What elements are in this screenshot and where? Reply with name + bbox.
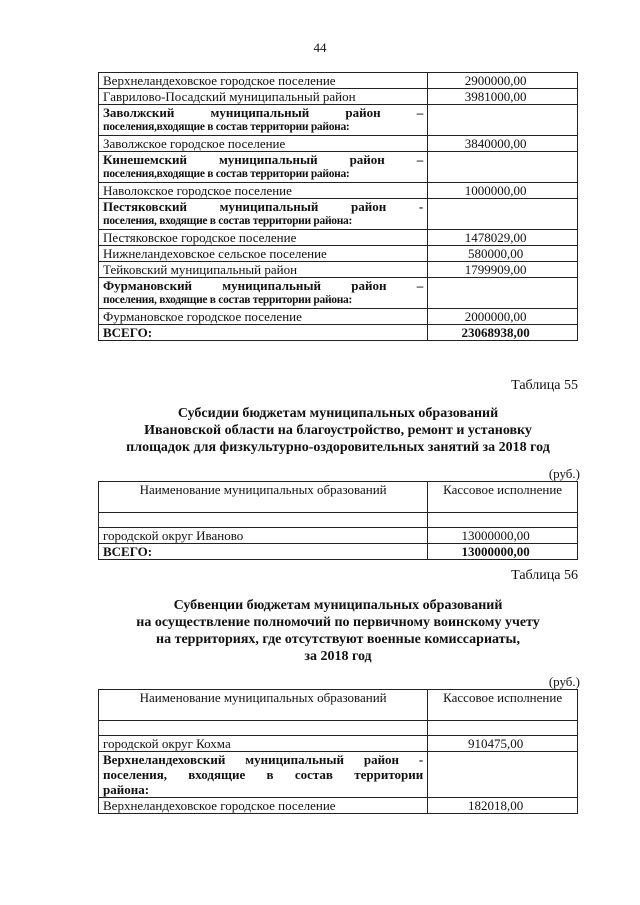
unit-label: (руб.): [548, 466, 580, 481]
cell-name: Наволокское городское поселение: [99, 183, 428, 199]
column-header: Наименование муниципальных образований: [99, 690, 428, 721]
cell-value: [428, 752, 578, 798]
spacer-cell: [428, 513, 578, 528]
table-row: [99, 136, 578, 152]
group-title: Кинешемский муниципальный район –: [103, 152, 424, 167]
group-subtitle: поселения,входящие в состав территории района:: [103, 121, 350, 133]
table-row: [99, 309, 578, 325]
total-label: ВСЕГО:: [99, 544, 428, 560]
heading-line: Субсидии бюджетам муниципальных образований: [177, 406, 499, 421]
spacer-cell: [99, 721, 428, 736]
cell-name: [99, 278, 428, 309]
cell-value: [428, 199, 578, 230]
group-title: Пестяковский муниципальный район -: [103, 199, 424, 214]
cell-value: 3981000,00: [428, 89, 578, 105]
table-row: [99, 89, 578, 105]
cell-name: городской округ Иваново: [99, 528, 428, 544]
cell-value: 2000000,00: [428, 309, 578, 325]
table-row: [99, 528, 578, 544]
cell-value: 1478029,00: [428, 230, 578, 246]
cell-name: Тейковский муниципальный район: [99, 262, 428, 278]
group-title: Фурмановский муниципальный район –: [103, 278, 424, 293]
spacer-cell: [99, 513, 428, 528]
cell-value: [428, 105, 578, 136]
table-label: Таблица 56: [511, 568, 578, 583]
heading-line: на территориях, где отсутствуют военные комиссариаты,: [156, 632, 520, 647]
cell-value: 3840000,00: [428, 136, 578, 152]
group-title: Верхнеландеховский муниципальный район -: [103, 752, 424, 767]
cell-value: 2900000,00: [428, 73, 578, 89]
cell-name: [99, 152, 428, 183]
heading-line: площадок для физкультурно-оздоровительных занятий за 2018 год: [126, 440, 550, 455]
table-row-group-header: [99, 199, 578, 230]
heading-line: Субвенции бюджетам муниципальных образований: [173, 598, 503, 613]
cell-value: [428, 278, 578, 309]
group-subtitle: поселения, входящие в состав территории района:: [103, 294, 353, 306]
cell-name: Верхнеландеховское городское поселение: [99, 73, 428, 89]
table-label: Таблица 55: [511, 378, 578, 393]
table-55: [98, 481, 578, 560]
cell-name: городской округ Кохма: [99, 736, 428, 752]
table-total-row: [99, 544, 578, 560]
cell-value: 910475,00: [428, 736, 578, 752]
table-row: [99, 183, 578, 199]
total-value: 23068938,00: [428, 325, 578, 341]
cell-name: Фурмановское городское поселение: [99, 309, 428, 325]
column-header: Наименование муниципальных образований: [99, 482, 428, 513]
table-row: [99, 736, 578, 752]
table-header-row: [99, 482, 578, 513]
cell-value: 580000,00: [428, 246, 578, 262]
group-title: района:: [103, 782, 150, 797]
table-row-group-header: [99, 752, 578, 798]
table-row-group-header: [99, 278, 578, 309]
table-row: [99, 246, 578, 262]
table-row: [99, 230, 578, 246]
cell-value: 182018,00: [428, 798, 578, 814]
cell-value: [428, 152, 578, 183]
cell-name: Гаврилово-Посадский муниципальный район: [99, 89, 428, 105]
cell-value: 1799909,00: [428, 262, 578, 278]
column-header: Кассовое исполнение: [428, 482, 578, 513]
unit-label: (руб.): [548, 674, 580, 689]
cell-name: [99, 752, 428, 798]
column-header: Кассовое исполнение: [428, 690, 578, 721]
group-subtitle: поселения, входящие в состав территории района:: [103, 215, 353, 227]
cell-value: 1000000,00: [428, 183, 578, 199]
heading-line: на осуществление полномочий по первичному воинскому учету: [136, 615, 540, 630]
table-row-group-header: [99, 105, 578, 136]
cell-name: Верхнеландеховское городское поселение: [99, 798, 428, 814]
cell-name: [99, 105, 428, 136]
group-title: Заволжский муниципальный район –: [103, 105, 424, 120]
spacer-cell: [428, 721, 578, 736]
page-number: 44: [313, 40, 327, 55]
table-total-row: [99, 325, 578, 341]
total-value: 13000000,00: [428, 544, 578, 560]
table-row: [99, 73, 578, 89]
table-row-group-header: [99, 152, 578, 183]
cell-name: [99, 199, 428, 230]
heading-line: за 2018 год: [304, 649, 372, 664]
table-54: [98, 72, 578, 341]
table-heading: [98, 405, 578, 456]
cell-name: Пестяковское городское поселение: [99, 230, 428, 246]
group-title: поселения, входящие в состав территории: [103, 767, 424, 782]
table-row: [99, 262, 578, 278]
spacer-row: [99, 721, 578, 736]
cell-name: Нижнеландеховское сельское поселение: [99, 246, 428, 262]
group-subtitle: поселения,входящие в состав территории района:: [103, 168, 350, 180]
heading-line: Ивановской области на благоустройство, ремонт и установку: [144, 423, 532, 438]
spacer-row: [99, 513, 578, 528]
table-heading: [98, 597, 578, 665]
cell-name: Заволжское городское поселение: [99, 136, 428, 152]
table-header-row: [99, 690, 578, 721]
table-56: [98, 689, 578, 814]
total-label: ВСЕГО:: [99, 325, 428, 341]
table-row: [99, 798, 578, 814]
cell-value: 13000000,00: [428, 528, 578, 544]
